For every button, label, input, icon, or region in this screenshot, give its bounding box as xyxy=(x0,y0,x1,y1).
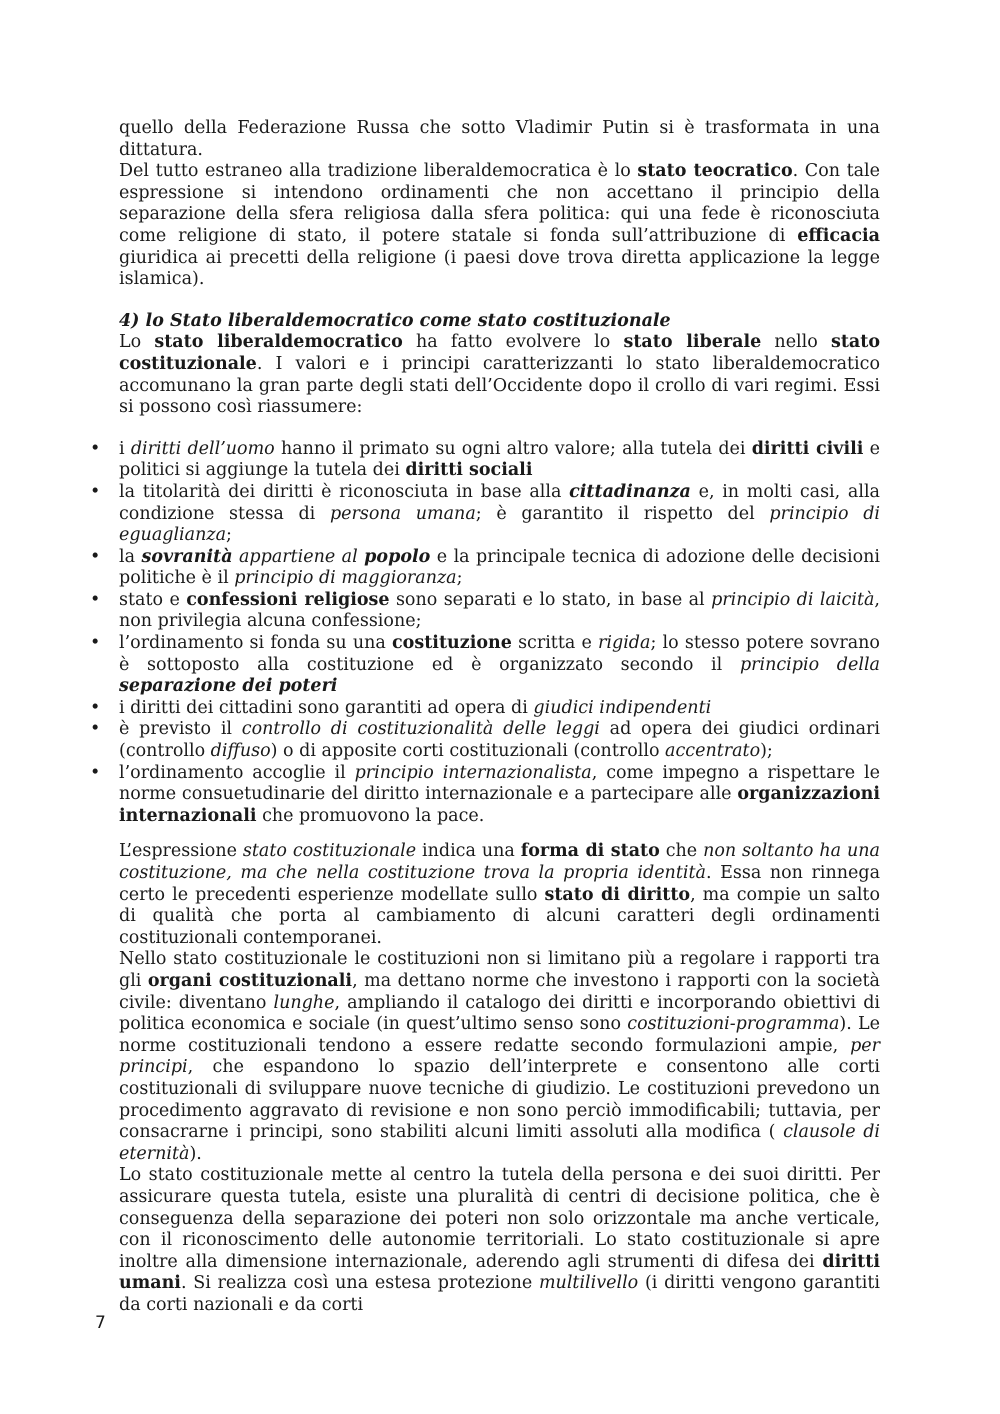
text-run: e, in molti casi, alla condizione stessa di xyxy=(119,481,880,524)
text-run: . Si realizza così una estesa protezione xyxy=(180,1273,539,1294)
text-run: indica una xyxy=(416,841,521,862)
text-run: la titolarità dei diritti è riconosciuta in base alla xyxy=(119,481,570,502)
text-run: Lo stato costituzionale mette al centro la tutela della persona e dei suoi diritti. Per assicurare questa tutela, esiste una pluralità di centri di decisione politica, che è conseguenza della separazione dei poteri non solo orizzontale ma anche verticale, con il riconoscimento delle autonomie territoriali. Lo stato costituzionale si apre inoltre alla dimensione internazionale, aderendo agli strumenti di difesa dei xyxy=(119,1165,880,1272)
bullet-icon: • xyxy=(90,762,101,783)
emphasis-run: stato liberaldemocratico xyxy=(154,332,403,353)
bullet-item xyxy=(90,438,880,482)
text-run: scritta e xyxy=(511,633,599,654)
text-run: ); xyxy=(760,741,773,762)
text-run: ; xyxy=(456,568,463,589)
text-run: (i diritti vengono garantiti da corti nazionali e da corti xyxy=(119,1273,881,1315)
bullet-icon: • xyxy=(90,438,101,459)
text-run: , ampliando il catalogo dei diritti e incorporando obiettivi di politica economica e sociale (in quest’ultimo senso sono xyxy=(119,992,880,1035)
emphasis-run: stato di diritto xyxy=(544,884,691,905)
paragraph xyxy=(119,161,880,291)
emphasis-run: diritti umani xyxy=(119,1251,880,1294)
paragraph xyxy=(119,1165,880,1316)
text-run: L’espressione xyxy=(119,841,243,862)
emphasis-run: appartiene al xyxy=(232,546,365,567)
bullet-text xyxy=(119,698,711,718)
text-run: sono separati e lo stato, in base al xyxy=(389,589,712,610)
emphasis-run: separazione dei poteri xyxy=(119,676,338,697)
text-run: , che espandono lo spazio dell’interprete e consentono alle corti costituzionali di sviluppare nuove tecniche di giudizio. Le costituzioni prevedono un procedimento aggravato di revisione e non sono perciò immodificabili; tuttavia, per consacrarne i principi, sono stabiliti alcuni limiti assoluti alla modifica ( xyxy=(119,1057,880,1143)
emphasis-run: diritti dell’uomo xyxy=(130,438,275,459)
text-run: ; lo stesso potere sovrano è sottoposto alla costituzione ed è organizzato secondo il xyxy=(119,633,880,675)
bullet-item xyxy=(90,633,880,698)
bullet-icon: • xyxy=(90,719,101,740)
emphasis-run: confessioni religiose xyxy=(186,589,390,610)
bullet-text xyxy=(119,719,880,761)
text-run: ad opera dei giudici ordinari (controllo xyxy=(119,719,880,762)
text-run: la xyxy=(119,546,142,567)
emphasis-run: costituzioni-programma xyxy=(627,1014,840,1035)
text-run: . Essa non rinnega certo le precedenti esperienze modellate sullo xyxy=(119,863,880,905)
emphasis-run: diritti sociali xyxy=(405,460,533,481)
text-run: i xyxy=(119,438,131,459)
bullet-text xyxy=(119,547,880,589)
text-run: l’ordinamento accoglie il xyxy=(119,762,355,783)
bullet-item xyxy=(90,546,881,590)
bullet-item xyxy=(90,481,881,547)
text-run: che promuovono la pace. xyxy=(256,805,485,826)
bullet-item xyxy=(90,589,880,633)
emphasis-run: stato teocratico xyxy=(637,161,793,182)
emphasis-run: forma di stato xyxy=(520,841,660,862)
section-heading: 4) lo Stato liberaldemocratico come stato costituzionale xyxy=(119,310,671,331)
text-run: giuridica ai precetti della religione (i paesi dove trova diretta applicazione la legge islamica). xyxy=(119,247,880,290)
emphasis-run: organizzazioni internazionali xyxy=(119,784,880,826)
text-run: , non privilegia alcuna confessione; xyxy=(119,589,880,632)
emphasis-run: accentrato xyxy=(665,741,761,762)
emphasis-run: stato liberale xyxy=(623,332,762,353)
text-run: è previsto il xyxy=(119,719,242,740)
emphasis-run: efficacia xyxy=(797,225,880,246)
bullet-icon: • xyxy=(90,589,101,610)
text-run: ). Le norme costituzionali tendono a essere redatte secondo formulazioni ampie, xyxy=(119,1014,880,1056)
bullet-item xyxy=(90,697,880,720)
text-run: che xyxy=(659,841,704,862)
text-run: e politici si aggiunge la tutela dei xyxy=(119,438,880,481)
text-run: , come impegno a rispettare le norme consuetudinarie del diritto internazionale e a partecipare alle xyxy=(119,762,880,805)
spacer xyxy=(119,827,880,841)
emphasis-run: costituzione xyxy=(392,633,512,654)
emphasis-run: principio di maggioranza xyxy=(234,568,457,589)
closing-block xyxy=(119,841,880,1316)
intro-block xyxy=(119,118,880,291)
emphasis-run: principio di eguaglianza xyxy=(119,503,881,546)
emphasis-run: controllo di costituzionalità delle leggi xyxy=(241,719,600,740)
emphasis-run: diritti civili xyxy=(751,438,864,459)
text-run: ) o di apposite corti costituzionali (controllo xyxy=(270,741,666,762)
paragraph xyxy=(119,949,880,1165)
text-run: nello xyxy=(761,332,831,353)
text-run: ; xyxy=(226,525,232,546)
emphasis-run: clausole di eternità xyxy=(119,1122,880,1164)
text-run: l’ordinamento si fonda su una xyxy=(119,633,393,654)
emphasis-run: cittadinanza xyxy=(569,481,691,502)
bullet-list xyxy=(90,438,881,828)
text-run: , ma compie un salto di qualità che porta al cambiamento di alcuni caratteri degli ordinamenti costituzionali contemporanei. xyxy=(119,884,880,948)
emphasis-run: principio della xyxy=(739,654,880,675)
bullet-text xyxy=(119,763,880,826)
text-run: hanno il primato su ogni altro valore; alla tutela dei xyxy=(274,438,752,459)
text-run: Nello stato costituzionale le costituzioni non si limitano più a regolare i rapporti tra gli xyxy=(119,949,880,991)
emphasis-run: persona umana xyxy=(329,503,476,524)
text-run: . I valori e i principi caratterizzanti lo stato liberaldemocratico accomunano la gran parte degli stati dell’Occidente dopo il crollo di vari regimi. Essi si possono così riassumere: xyxy=(119,353,880,418)
text-run: stato e xyxy=(119,589,187,610)
emphasis-run: non soltanto ha una costituzione, ma che nella costituzione trova la propria identità xyxy=(119,841,880,883)
spacer xyxy=(119,291,880,311)
emphasis-run: multilivello xyxy=(538,1273,639,1294)
text-run: i diritti dei cittadini sono garantiti ad opera di xyxy=(119,697,534,718)
emphasis-run: principio di laicità xyxy=(711,589,875,610)
bullet-text xyxy=(119,482,880,545)
text-run: , ma dettano norme che investono i rapporti con la società civile: diventano xyxy=(119,970,880,1013)
text-run: ha fatto evolvere lo xyxy=(402,332,624,353)
emphasis-run: principio internazionalista xyxy=(354,762,592,783)
document-page xyxy=(90,118,881,1316)
spacer xyxy=(119,419,880,439)
bullet-icon: • xyxy=(90,633,101,654)
text-run: ; è garantito il rispetto del xyxy=(475,503,770,524)
emphasis-run: lunghe xyxy=(273,992,335,1013)
emphasis-run: stato costituzionale xyxy=(242,841,417,862)
paragraph xyxy=(119,118,880,161)
bullet-text xyxy=(119,439,880,481)
text-run: quello della Federazione Russa che sotto Vladimir Putin si è trasformata in una dittatura. xyxy=(119,118,880,160)
paragraph xyxy=(119,332,880,418)
bullet-item xyxy=(90,719,880,762)
emphasis-run: giudici indipendenti xyxy=(533,697,712,718)
emphasis-run: stato costituzionale xyxy=(119,332,880,374)
emphasis-run: per principi xyxy=(119,1035,880,1078)
emphasis-run: diffuso xyxy=(210,741,271,762)
bullet-icon: • xyxy=(90,546,101,567)
text-run: Lo xyxy=(119,332,155,353)
text-run: . Con tale espressione si intendono ordinamenti che non accettano il principio della separazione della sfera religiosa dalla sfera politica: qui una fede è riconosciuta come religione di stato, il potere statale si fonda sull’attribuzione di xyxy=(119,161,880,246)
text-run: ). xyxy=(189,1143,202,1164)
page-number: 7 xyxy=(95,1313,106,1333)
bullet-text xyxy=(119,633,880,696)
text-run: Del tutto estraneo alla tradizione liberaldemocratica è lo xyxy=(119,161,638,182)
bullet-icon: • xyxy=(90,481,101,502)
bullet-text xyxy=(119,590,880,632)
bullet-item xyxy=(90,762,880,828)
bullet-icon: • xyxy=(90,697,101,718)
emphasis-run: rigida xyxy=(598,633,651,654)
emphasis-run: sovranità xyxy=(141,546,233,567)
paragraph xyxy=(119,841,880,949)
emphasis-run: organi costituzionali xyxy=(147,970,353,991)
text-run: e la principale tecnica di adozione delle decisioni politiche è il xyxy=(119,546,881,589)
emphasis-run: popolo xyxy=(364,546,431,567)
